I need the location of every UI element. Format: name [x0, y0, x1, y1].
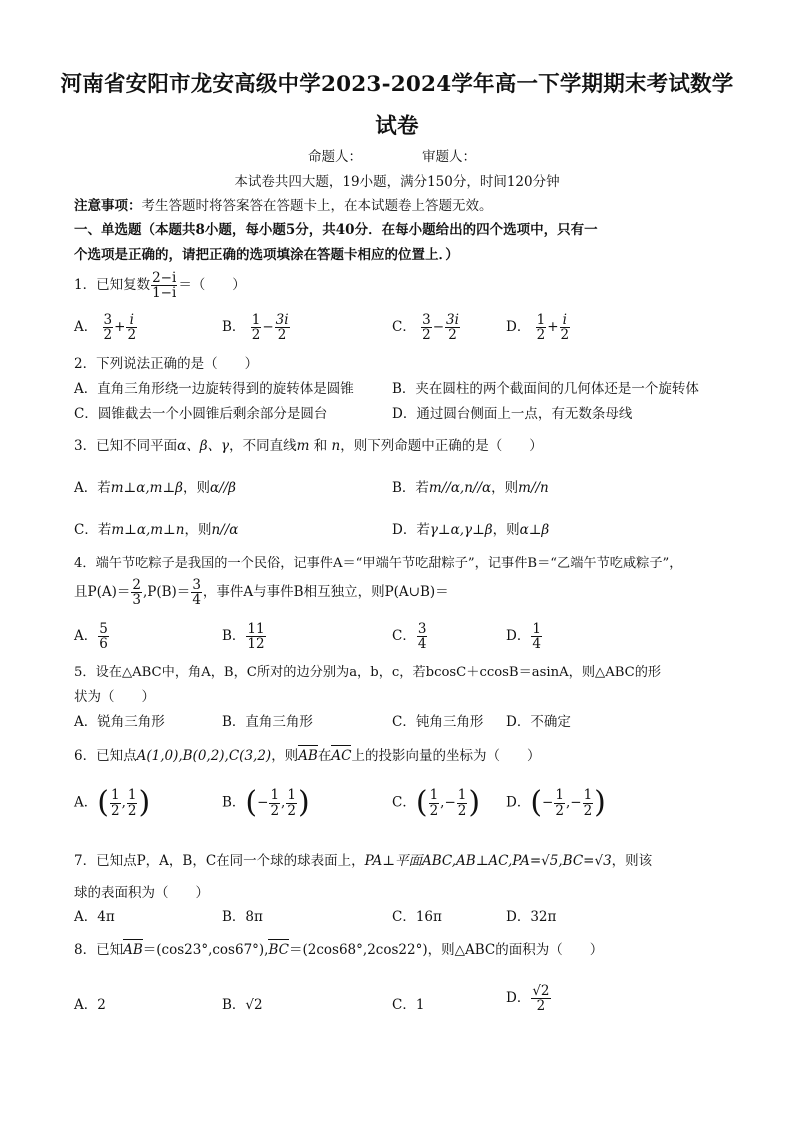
fraction [583, 788, 594, 817]
q1-d-frac-2 [560, 313, 571, 342]
q4-tail: ，事件A与事件B相互独立，则P(A∪B)＝ [202, 584, 449, 601]
q8-option-b[interactable]: B．√2 [222, 997, 263, 1013]
q3-stem-c: ，则下列命题中正确的是（ ） [340, 438, 543, 454]
option-label: A． [74, 794, 98, 811]
operator: − [262, 319, 274, 336]
q1-numerator: 2−i [152, 270, 177, 286]
q1-d-frac-1 [536, 313, 547, 342]
q1-fraction [151, 271, 177, 300]
q3-line-m: m [296, 438, 310, 454]
fraction [127, 788, 138, 817]
notice-label: 注意事项： [74, 198, 142, 214]
comma: , [121, 794, 126, 811]
option-label: D． [506, 628, 531, 645]
fraction [457, 788, 468, 817]
then: ，则 [492, 522, 520, 538]
question-setter: 命题人： [308, 149, 362, 165]
exam-title-line-2: 试卷 [375, 114, 419, 139]
result: α//β [209, 480, 236, 496]
q3-option-c[interactable] [74, 521, 238, 539]
denominator: 2 [277, 327, 287, 344]
fraction [554, 788, 565, 817]
q3-line-n: n [331, 438, 341, 454]
option-label: A． [74, 319, 98, 336]
result: α⊥β [519, 522, 550, 538]
denominator: 4 [532, 636, 541, 653]
section-1-header-line-1: 一、单选题（本题共8小题，每小题5分，共40分．在每小题给出的四个选项中，只有一 [74, 222, 598, 238]
denominator: 2 [429, 802, 439, 819]
comma: , [281, 794, 286, 811]
fraction [246, 622, 265, 651]
q4-option-d[interactable] [506, 622, 543, 651]
numerator: 3 [103, 312, 113, 328]
question-7-line-1 [74, 852, 652, 870]
numerator: 3i [446, 312, 459, 328]
denominator: 2 [536, 998, 546, 1015]
fraction [531, 622, 542, 651]
q5-option-b[interactable]: B．直角三角形 [222, 714, 313, 730]
numerator: 3 [192, 577, 201, 593]
option-label: B． [222, 794, 246, 811]
option-label: D．若 [392, 522, 430, 538]
then: ，则 [491, 480, 519, 496]
question-2-stem: 2．下列说法正确的是（ ） [74, 356, 259, 372]
q7-option-b[interactable]: B．8π [222, 909, 263, 925]
q2-option-c[interactable]: C．圆锥截去一个小圆锥后剩余部分是圆台 [74, 406, 328, 422]
then: ，则 [182, 480, 210, 496]
question-1-stem [74, 271, 246, 300]
q1-option-d[interactable] [506, 313, 571, 342]
numerator: √2 [532, 983, 550, 999]
fraction [417, 622, 428, 651]
q4-option-c[interactable] [392, 622, 428, 651]
numerator: 1 [429, 787, 439, 804]
q1-c-frac-1 [421, 313, 432, 342]
q6-suffix: 上的投影向量的坐标为（ ） [351, 748, 541, 764]
fraction [110, 788, 121, 817]
q6-vector-ac: AC [331, 748, 352, 764]
option-label: D． [506, 319, 531, 336]
sign: − [570, 794, 582, 811]
q8-vector-ab: AB [123, 942, 143, 958]
comma: , [440, 794, 445, 811]
option-label: A． [74, 628, 98, 645]
denominator: 2 [127, 327, 137, 344]
denominator: 2 [560, 327, 570, 344]
operator: + [547, 319, 559, 336]
q1-option-a[interactable] [74, 313, 138, 342]
option-label: B． [222, 319, 246, 336]
q1-c-frac-2 [445, 313, 460, 342]
option-label: D． [506, 794, 531, 811]
q7-option-d[interactable]: D．32π [506, 909, 557, 925]
sign: − [444, 794, 456, 811]
sign: − [542, 794, 554, 811]
q4-pb-frac [191, 578, 202, 607]
condition: m//α,n//α [428, 480, 492, 496]
option-label: C． [392, 628, 416, 645]
q6-points: A(1,0),B(0,2),C(3,2) [136, 748, 272, 764]
result: m//n [518, 480, 549, 496]
q7-text-b: ，则该 [611, 853, 653, 869]
denominator: 2 [110, 802, 120, 819]
option-label: C． [392, 319, 416, 336]
denominator: 2 [270, 802, 280, 819]
numerator: 3i [275, 312, 289, 328]
q6-vector-ab: AB [298, 748, 318, 764]
option-label: B． [222, 628, 246, 645]
q8-suffix: ，则△ABC的面积为（ ） [427, 942, 604, 958]
q4-option-a[interactable] [74, 622, 110, 651]
question-3-stem [74, 437, 543, 455]
notice-text: 考生答题时将答案答在答题卡上，在本试题卷上答题无效。 [141, 198, 493, 214]
q1-suffix: ＝（ ） [178, 277, 246, 294]
condition: γ⊥α,γ⊥β [429, 522, 493, 538]
numerator: 1 [110, 787, 120, 804]
question-4-line-2 [74, 578, 449, 607]
denominator: 2 [127, 802, 137, 819]
q1-prefix: 1．已知复数 [74, 277, 151, 294]
result: n//α [211, 522, 239, 538]
fraction [429, 788, 440, 817]
q8-prefix: 8．已知 [74, 942, 124, 958]
q6-prefix: 6．已知点 [74, 748, 137, 764]
left-paren: ( [530, 785, 543, 820]
option-label: A．若 [74, 480, 111, 496]
q2-option-a[interactable]: A．直角三角形绕一边旋转得到的旋转体是圆锥 [74, 381, 354, 397]
q3-stem-b: ，不同直线 [229, 438, 297, 454]
question-7-line-2: 球的表面积为（ ） [74, 885, 209, 901]
fraction [286, 788, 297, 817]
exam-title-line-1: 河南省安阳市龙安高级中学2023-2024学年高一下学期期末考试数学 [60, 72, 734, 97]
q3-and: 和 [309, 438, 332, 454]
operator: + [114, 319, 126, 336]
numerator: 5 [99, 621, 108, 637]
option-label: B．若 [392, 480, 429, 496]
q7-option-a[interactable]: A．4π [74, 909, 115, 925]
question-5-line-1: 5．设在△ABC中，角A，B，C所对的边分别为a，b，c，若bcosC＋ccosB＝asinA，则△ABC的形 [74, 665, 662, 680]
q5-option-c[interactable]: C．钝角三角形 [392, 714, 484, 730]
operator: − [432, 319, 445, 336]
q7-conditions: PA⊥平面ABC,AB⊥AC,PA=√5,BC=√3 [364, 853, 612, 869]
q3-option-b[interactable] [392, 479, 549, 497]
notice [74, 197, 493, 215]
q1-b-frac-2 [275, 313, 290, 342]
q4-pa-frac [131, 578, 142, 607]
q6-option-a[interactable] [74, 785, 151, 820]
denominator: 12 [247, 636, 265, 653]
condition: m⊥α,m⊥β [110, 480, 183, 496]
section-1-header-line-2: 个选项是正确的，请把正确的选项填涂在答题卡相应的位置上．） [74, 247, 459, 263]
q6-mid-1: ，则 [271, 748, 299, 764]
q1-option-c[interactable] [392, 313, 461, 342]
numerator: 1 [287, 787, 296, 804]
left-paren: ( [415, 785, 428, 820]
denominator: 2 [103, 327, 113, 344]
denominator: 2 [583, 802, 593, 819]
q8-option-d[interactable] [506, 984, 552, 1013]
q1-denominator: 1−i [152, 285, 177, 302]
numerator: 1 [555, 787, 564, 804]
numerator: 3 [422, 312, 431, 328]
q6-option-d[interactable] [506, 785, 606, 820]
q4-pb-prefix: ,P(B)＝ [142, 584, 191, 601]
left-paren: ( [97, 785, 109, 820]
q6-option-b[interactable] [222, 785, 310, 820]
denominator: 2 [422, 327, 431, 344]
exam-info: 本试卷共四大题，19小题，满分150分，时间120分钟 [234, 174, 560, 190]
q1-a-frac-1 [103, 313, 114, 342]
q3-stem-a: 3．已知不同平面 [74, 438, 178, 454]
numerator: 11 [247, 621, 265, 637]
q6-mid-2: 在 [317, 748, 332, 764]
question-5-line-2: 状为（ ） [74, 689, 155, 705]
q8-option-c[interactable]: C．1 [392, 997, 425, 1013]
q1-b-frac-1 [251, 313, 262, 342]
comma: , [565, 794, 571, 811]
denominator: 3 [132, 592, 141, 609]
q8-eq-2: ＝(2cos68°,2cos22°) [289, 942, 428, 958]
condition: m⊥α,m⊥n [111, 522, 185, 538]
question-6-stem [74, 747, 540, 765]
denominator: 2 [251, 327, 261, 344]
numerator: 1 [270, 787, 280, 804]
numerator: 2 [132, 577, 141, 593]
numerator: 1 [532, 621, 541, 637]
q1-option-b[interactable] [222, 313, 291, 342]
numerator: 1 [251, 312, 261, 328]
q4-pa-prefix: 且P(A)＝ [74, 584, 131, 601]
denominator: 4 [417, 636, 427, 653]
q8-vector-bc: BC [268, 942, 289, 958]
right-paren: ) [468, 785, 481, 820]
denominator: 2 [287, 802, 296, 819]
question-8-stem [74, 941, 603, 959]
numerator: i [560, 313, 571, 328]
numerator: 1 [457, 787, 467, 804]
q3-option-a[interactable] [74, 479, 236, 497]
q5-option-d[interactable]: D．不确定 [506, 714, 571, 730]
q5-option-a[interactable]: A．锐角三角形 [74, 714, 165, 730]
left-paren: ( [245, 785, 258, 820]
fraction [98, 622, 109, 651]
q7-option-c[interactable]: C．16π [392, 909, 442, 925]
question-reviewer: 审题人： [422, 149, 476, 165]
denominator: 4 [192, 592, 201, 609]
q7-text-a: 7．已知点P，A，B，C在同一个球的球表面上， [74, 853, 365, 869]
option-label: D． [506, 990, 531, 1007]
q4-option-b[interactable] [222, 622, 267, 651]
q3-option-d[interactable] [392, 521, 549, 539]
right-paren: ) [138, 785, 151, 820]
option-label: C． [392, 794, 416, 811]
q6-option-c[interactable] [392, 785, 481, 820]
q8-option-a[interactable]: A．2 [74, 997, 106, 1013]
fraction [269, 788, 280, 817]
numerator: 3 [417, 621, 427, 637]
right-paren: ) [594, 785, 606, 820]
q3-planes: α、β、γ [177, 438, 230, 454]
denominator: 2 [448, 327, 457, 344]
right-paren: ) [297, 785, 310, 820]
denominator: 2 [536, 327, 546, 344]
numerator: 1 [583, 787, 593, 804]
denominator: 2 [555, 802, 564, 819]
q8-eq-1: ＝(cos23°,cos67°), [142, 942, 269, 958]
q1-a-frac-2 [126, 313, 137, 342]
numerator: 1 [127, 787, 137, 804]
sign: − [257, 794, 269, 811]
denominator: 2 [457, 802, 467, 819]
numerator: 1 [536, 312, 546, 328]
fraction [531, 984, 550, 1013]
question-4-line-1: 4．端午节吃粽子是我国的一个民俗，记事件A＝“甲端午节吃甜粽子”，记事件B＝“乙端午节吃咸粽子”， [74, 556, 683, 571]
then: ，则 [184, 522, 212, 538]
q2-option-b[interactable]: B．夹在圆柱的两个截面间的几何体还是一个旋转体 [392, 381, 699, 397]
numerator: i [126, 313, 137, 328]
option-label: C．若 [74, 522, 112, 538]
q2-option-d[interactable]: D．通过圆台侧面上一点，有无数条母线 [392, 406, 633, 422]
denominator: 6 [99, 636, 108, 653]
